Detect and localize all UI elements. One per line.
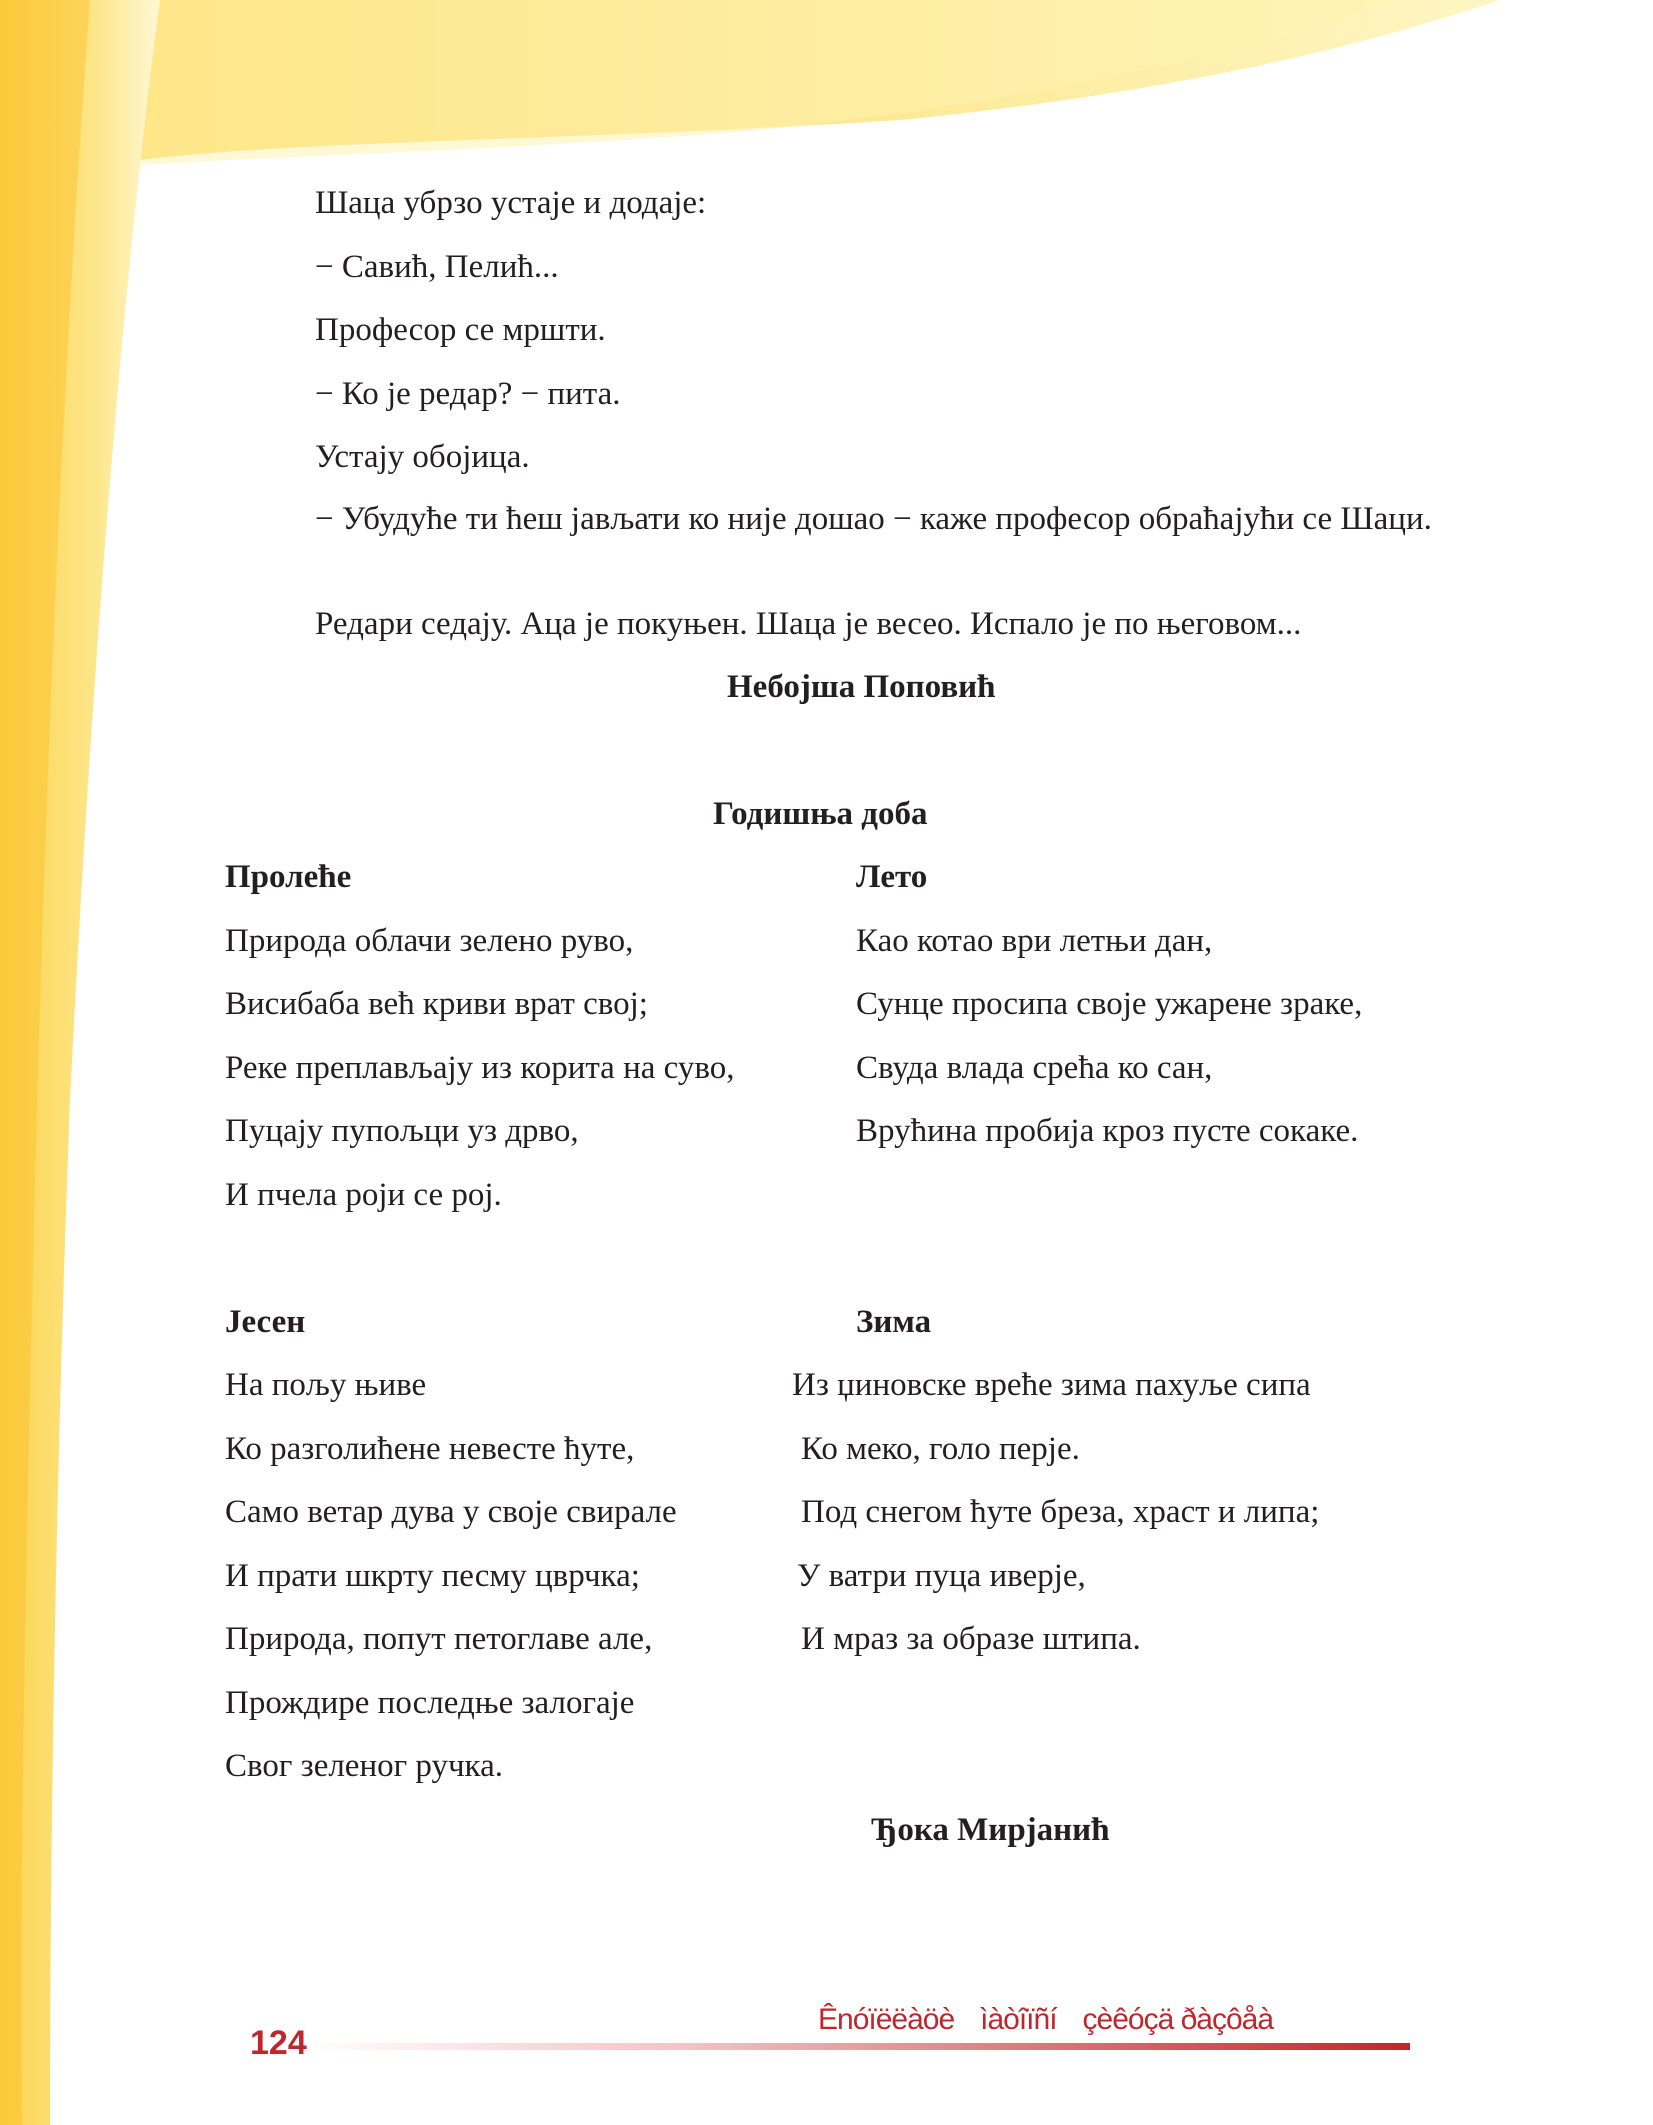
summer-line-1: Као котао ври летњи дан, <box>856 923 1213 959</box>
book-title-word-1: Ênóïëëàöè <box>818 2003 955 2036</box>
top-band-light <box>140 0 1400 165</box>
spring-line-5: И пчела роји се рој. <box>225 1177 502 1213</box>
winter-line-3: Под снегом ћуте бреза, храст и липа; <box>801 1494 1320 1530</box>
summer-heading: Лето <box>856 859 928 895</box>
winter-line-2: Ко меко, голо перје. <box>801 1431 1080 1467</box>
poem-author: Ђока Мирјанић <box>871 1812 1110 1848</box>
prose-line-7: Редари седају. Аца је покуњен. Шаца је весео. Испало је по његовом... <box>315 606 1302 642</box>
prose-paragraph-6: − Убудуће ти ћеш јављати ко није дошао − каже професор обраћајући се Шаци. <box>315 501 1432 537</box>
spring-heading: Пролеће <box>225 859 352 895</box>
autumn-line-4: И прати шкрту песму цврчка; <box>225 1558 640 1594</box>
autumn-line-6: Прождире последње залогаје <box>225 1685 635 1721</box>
book-title-word-2: ìàòîïñí <box>980 2003 1057 2036</box>
summer-line-4: Врућина пробија кроз пусте сокаке. <box>856 1113 1359 1149</box>
prose-line-5: Устају обојица. <box>315 439 530 475</box>
spring-line-3: Реке преплављају из корита на суво, <box>225 1050 735 1086</box>
autumn-line-2: Ко разголићене невесте ћуте, <box>225 1431 635 1467</box>
autumn-line-5: Природа, попут петоглаве але, <box>225 1621 653 1657</box>
summer-line-3: Свуда влада срећа ко сан, <box>856 1050 1213 1086</box>
page-number: 124 <box>250 2024 307 2062</box>
prose-line-4: − Ко је редар? − пита. <box>315 376 621 412</box>
winter-heading: Зима <box>856 1304 932 1340</box>
poem-title: Годишња доба <box>713 796 928 832</box>
summer-line-2: Сунце просипа своје ужарене зраке, <box>856 986 1363 1022</box>
autumn-line-7: Свог зеленог ручка. <box>225 1748 503 1784</box>
autumn-line-3: Само ветар дува у своје свирале <box>225 1494 677 1530</box>
winter-line-1: Из џиновске вреће зима пахуље сипа <box>792 1367 1311 1403</box>
autumn-line-1: На пољу њиве <box>225 1367 427 1403</box>
book-title <box>818 2003 1273 2037</box>
spring-line-2: Висибаба већ криви врат свој; <box>225 986 648 1022</box>
spring-line-1: Природа облачи зелено руво, <box>225 923 634 959</box>
prose-line-2: − Савић, Пелић... <box>315 249 559 285</box>
footer-rule <box>300 2043 1410 2050</box>
prose-line-1: Шаца убрзо устаје и додаје: <box>315 185 707 221</box>
autumn-heading: Јесен <box>225 1304 306 1340</box>
prose-author: Небојша Поповић <box>727 669 996 705</box>
winter-line-5: И мраз за образе штипа. <box>801 1621 1141 1657</box>
spring-line-4: Пуцају пупољци уз дрво, <box>225 1113 579 1149</box>
winter-line-4: У ватри пуца иверје, <box>797 1558 1086 1594</box>
book-title-word-3: çèêóçä ðàçôåà <box>1082 2003 1274 2036</box>
prose-line-3: Професор се мршти. <box>315 312 606 348</box>
